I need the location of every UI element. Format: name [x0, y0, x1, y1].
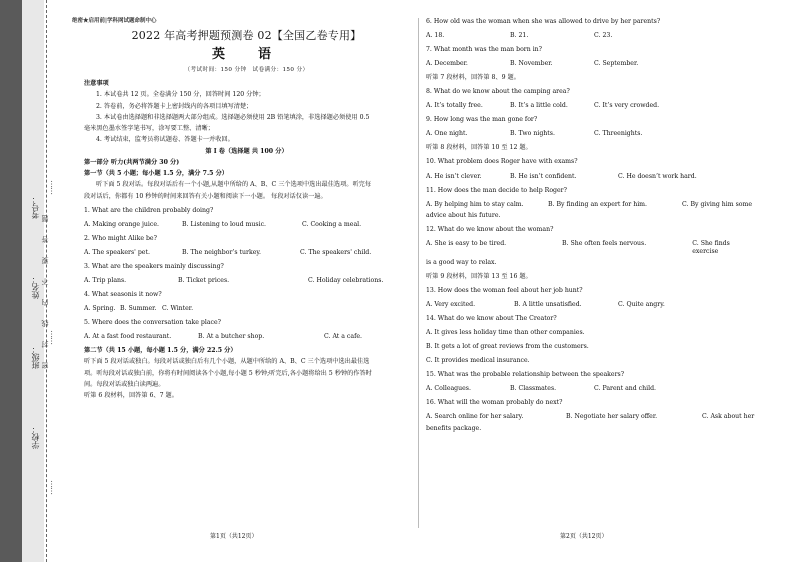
option-row	[84, 305, 409, 313]
question-stem: 9. How long was the man gone for?	[426, 116, 538, 124]
question-stem: 4. What seasonis it now?	[84, 290, 162, 298]
question-stem: 11. How does the man decide to help Roger?	[426, 186, 567, 194]
option-a[interactable]: A. Trip plans.	[84, 276, 127, 284]
option-row	[426, 413, 756, 421]
option-b[interactable]: B. November.	[510, 60, 553, 68]
binding-gutter	[0, 0, 62, 562]
option-b[interactable]: B. Classmates.	[510, 385, 557, 393]
option-c[interactable]: C. Ask about her	[702, 413, 755, 421]
option-c[interactable]: C. Cooking a meal.	[302, 220, 362, 228]
option-b[interactable]: B. Listening to loud music.	[182, 220, 267, 228]
option-b[interactable]: B. It’s a little cold.	[510, 102, 568, 110]
option-c[interactable]: C. Winter.	[162, 305, 194, 313]
option-row	[426, 173, 756, 181]
gutter-dark-strip	[0, 0, 22, 562]
option-a[interactable]: A. Very excited.	[426, 301, 476, 309]
option-b[interactable]: B. 21.	[510, 32, 529, 40]
section-heading: 第二节（共 15 小题，每小题 1.5 分，满分 22.5 分）	[84, 347, 237, 355]
option-a[interactable]: A. 18.	[426, 32, 445, 40]
option-b[interactable]: B. It gets a lot of great reviews from the customers.	[426, 343, 589, 351]
option-c[interactable]: C. Holiday celebrations.	[308, 276, 384, 284]
option-b[interactable]: B. Summer.	[120, 305, 157, 313]
column-divider	[418, 18, 419, 528]
question-stem: 15. What was the probable relationship between the speakers?	[426, 371, 625, 379]
question-stem: 13. How does the woman feel about her job hunt?	[426, 287, 583, 295]
option-c[interactable]: C. It’s very crowded.	[594, 102, 660, 110]
option-row	[426, 385, 756, 393]
option-b[interactable]: B. By finding an expert for him.	[548, 200, 648, 208]
option-b[interactable]: B. She often feels nervous.	[562, 239, 647, 247]
option-row	[426, 32, 756, 40]
part-heading: 第一部分 听力(共两节满分 30 分)	[84, 158, 180, 166]
material-note: 听第 6 段材料，回答第 6、7 题。	[84, 392, 178, 400]
right-column	[426, 18, 756, 432]
material-note: 听第 9 段材料，回答第 13 至 16 题。	[426, 273, 532, 280]
option-b[interactable]: B. The neighbor’s turkey.	[182, 248, 262, 256]
option-b[interactable]: B. He isn’t confident.	[510, 172, 577, 180]
page-footer-left: 第1页（共12页）	[210, 533, 258, 540]
note-item: 3. 本试卷由选择题和非选择题两大部分组成。选择题必须使用 2B 铅笔填涂，非选择题必须使用 0.5	[96, 113, 370, 121]
option-c[interactable]: C. She finds exercise	[692, 239, 730, 255]
option-b[interactable]: B. Negotiate her salary offer.	[566, 413, 658, 421]
note-item: 毫米黑色墨水签字笔书写，涂写要工整、清晰；	[84, 125, 214, 133]
option-a[interactable]: A. One night.	[426, 130, 468, 138]
question-stem: 7. What month was the man born in?	[426, 46, 542, 54]
option-a[interactable]: A. Colleagues.	[426, 385, 471, 393]
option-a[interactable]: A. At a fast food restaurant.	[84, 333, 172, 341]
subject-title: 英 语	[211, 46, 281, 62]
instructions: 听下面 5 段对话。每段对话后有一个小题,从题中所给的 A、B、C 三个选项中选出最佳选项。听完每	[96, 181, 372, 189]
option-c[interactable]: C. Parent and child.	[594, 385, 657, 393]
option-row	[426, 201, 756, 209]
question-stem: 12. What do we know about the woman?	[426, 225, 554, 233]
option-a[interactable]: A. The speakers' pet.	[84, 248, 150, 256]
option-row	[84, 249, 409, 257]
volume-heading: 第 I 卷（选择题 共 100 分）	[205, 147, 288, 155]
note-item: 1. 本试卷共 12 页。全卷满分 150 分，回答时间 120 分钟；	[96, 91, 265, 99]
gutter-dots-1: ……	[49, 180, 58, 194]
option-b[interactable]: B. Two nights.	[510, 130, 555, 138]
note-item: 2. 答卷前，务必将答题卡上密封线内的各项目填写清楚；	[96, 102, 253, 110]
option-a[interactable]: A. He isn’t clever.	[426, 172, 482, 180]
section-heading: 第一节（共 5 小题；每小题 1.5 分，满分 7.5 分）	[84, 170, 228, 178]
watermark: 绝密★启用前|学科网试题命制中心	[72, 18, 157, 24]
exam-info: （考试时间：150 分钟 试卷满分：150 分）	[184, 66, 309, 73]
gutter-dots-2: ……	[49, 330, 58, 344]
question-stem: 3. What are the speakers mainly discussing?	[84, 262, 224, 270]
instructions: 项。听每段对话或独白前，你将有时间阅读各个小题,每小题 5 秒钟;听完后,各小题将给出 5 秒钟的作答时	[84, 369, 372, 377]
question-stem: 10. What problem does Roger have with exams?	[426, 158, 578, 166]
gutter-seal-text: 密 封 线 内 不 要 答 题	[41, 215, 49, 369]
option-a[interactable]: A. She is easy to be tired.	[426, 239, 507, 247]
material-note: 听第 7 段材料，回答第 8、9 题。	[426, 74, 520, 82]
option-row	[426, 130, 756, 138]
option-c[interactable]: C. At a cafe.	[324, 333, 362, 341]
option-c[interactable]: C. He doesn’t work hard.	[618, 172, 697, 180]
option-c[interactable]: C. The speakers' child.	[300, 248, 372, 256]
option-c[interactable]: C. Threenights.	[594, 130, 643, 138]
option-a[interactable]: A. December.	[426, 60, 468, 68]
question-stem: 8. What do we know about the camping area?	[426, 88, 570, 96]
note-item: 4. 考试结束，监考员将试题卷、答题卡一并收回。	[96, 136, 234, 144]
option-row	[426, 301, 756, 309]
option-c[interactable]: C. September.	[594, 60, 639, 68]
left-column	[72, 18, 409, 400]
option-c-continued: advice about his future.	[426, 211, 501, 219]
page-footer-right: 第2页（共12页）	[560, 533, 608, 540]
option-a[interactable]: A. It’s totally free.	[426, 102, 483, 110]
option-c[interactable]: C. Quite angry.	[618, 301, 665, 309]
paper-title: 2022 年高考押题预测卷 02【全国乙卷专用】	[131, 28, 362, 42]
question-stem: 16. What will the woman probably do next?	[426, 399, 563, 407]
option-row	[426, 102, 756, 110]
option-b[interactable]: B. At a butcher shop.	[198, 333, 265, 341]
option-c[interactable]: C. 23.	[594, 32, 613, 40]
option-b[interactable]: B. A little unsatisfied.	[514, 301, 582, 309]
gutter-field-school: 学校：	[31, 425, 40, 449]
instructions: 间。每段对话或独白读两遍。	[84, 380, 165, 388]
material-note: 听第 8 段材料，回答第 10 至 12 题。	[426, 144, 532, 152]
question-stem: 2. Who might Alike be?	[84, 234, 157, 242]
option-a[interactable]: A. By helping him to stay calm.	[426, 200, 524, 208]
notes-heading: 注意事项	[84, 80, 109, 88]
option-c-continued: benefits package.	[426, 424, 482, 432]
instructions: 段对话后，你都有 10 秒钟的时间来回答有关小题和阅读下一小题。 每段对话仅读一遍。	[84, 192, 327, 200]
gutter-field-exam-no: 考号：	[31, 195, 40, 219]
gutter-field-name: 姓名：	[31, 275, 40, 299]
option-c[interactable]: C. It provides medical insurance.	[426, 357, 530, 365]
option-row	[84, 221, 409, 229]
option-a[interactable]: A. It gives less holiday time than other companies.	[426, 329, 585, 337]
option-b[interactable]: B. Ticket prices.	[178, 276, 230, 284]
option-row	[84, 333, 409, 341]
question-stem: 1. What are the children probably doing?	[84, 206, 214, 214]
question-stem: 6. How old was the woman when she was allowed to drive by her parents?	[426, 18, 661, 25]
option-c[interactable]: C. By giving him some	[682, 200, 753, 208]
option-row	[426, 240, 756, 256]
option-a[interactable]: A. Making orange juice.	[84, 220, 159, 228]
option-c-continued: is a good way to relax.	[426, 258, 497, 266]
option-row	[84, 277, 409, 285]
option-a[interactable]: A. Spring.	[84, 305, 116, 313]
question-stem: 14. What do we know about The Creator?	[426, 315, 557, 323]
option-row	[426, 60, 756, 68]
gutter-field-class: 班级：	[31, 345, 40, 369]
question-stem: 5. Where does the conversation take place?	[84, 319, 221, 327]
gutter-dots-3: ……	[49, 480, 58, 494]
instructions: 听下面 5 段对话或独白。每段对话或独白后有几个小题，从题中所给的 A、B、C 三个选项中选出最佳选	[84, 358, 370, 366]
option-a[interactable]: A. Search online for her salary.	[426, 413, 524, 421]
